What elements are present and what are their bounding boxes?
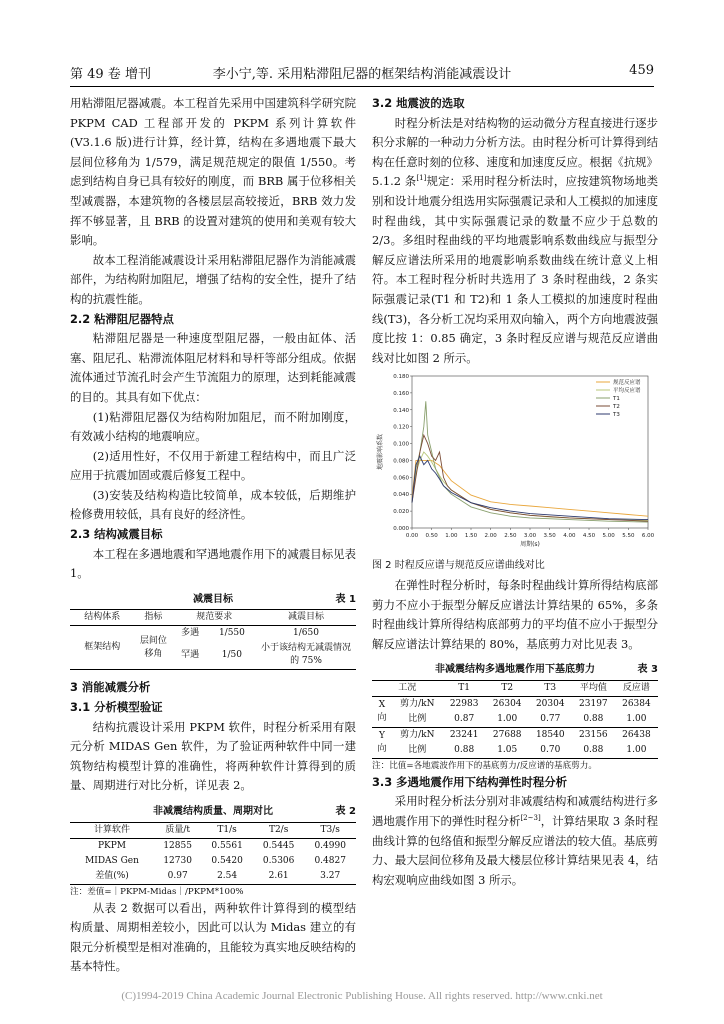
- y-tick-label: 0.060: [393, 475, 409, 482]
- paragraph: [372, 792, 658, 890]
- running-header: [70, 63, 654, 83]
- y-tick-label: 0.160: [393, 391, 409, 398]
- copyright-footer: (C)1994-2019 China Academic Journal Electronic Publishing House. All rights reserved. http://www.cnki.net: [121, 990, 603, 1002]
- series-line-T2: [412, 435, 648, 521]
- table-cell: 1.00: [497, 713, 518, 724]
- x-tick-label: 4.00: [563, 533, 576, 540]
- table-cell: 2.54: [217, 870, 238, 881]
- y-tick-label: 0.100: [393, 441, 409, 448]
- y-tick-label: 0.000: [393, 526, 409, 533]
- table-cell: 18540: [535, 729, 565, 740]
- table-cell: 23197: [579, 698, 608, 709]
- legend-label: T3: [613, 412, 620, 419]
- table-cell: X 向: [377, 699, 387, 723]
- y-axis-label: 地震影响系数: [377, 434, 384, 471]
- table-1-number: 表 1: [335, 593, 356, 605]
- legend-label: T1: [613, 396, 620, 403]
- table-row: [70, 854, 356, 869]
- x-tick-label: 5.00: [602, 533, 615, 540]
- page-number: 459: [629, 63, 654, 78]
- table-header-cell: 平均值: [572, 680, 615, 696]
- x-tick-label: 2.00: [484, 533, 497, 540]
- table-row: [372, 727, 658, 743]
- series-line-规范反应谱: [412, 461, 648, 517]
- paragraph: 本工程在多遇地震和罕遇地震作用下的减震目标见表 1。: [70, 546, 356, 581]
- article-title-header: 李小宁,等. 采用粘滞阻尼器的框架结构消能减震设计: [212, 67, 512, 82]
- table-cell: 1/650: [293, 628, 319, 639]
- section-heading-2-3: 2.3 结构减震目标: [70, 527, 163, 542]
- table-header-cell: T1: [443, 680, 486, 696]
- text-run: ，计算结果取 3 条时程曲线计算的包络值和振型分解反应谱法的较大值。基底剪力、最大层间位移角及最大楼层位移计算结果见表 4，结构宏观响应曲线如图 3 所示。: [372, 814, 658, 887]
- list-item: (3)安装及结构构造比较简单，成本较低，后期维护检修费用较低，具有良好的经济性。: [70, 487, 356, 522]
- table-header-cell: T2: [486, 680, 529, 696]
- y-tick-label: 0.180: [393, 374, 409, 381]
- table-header-cell: 减震目标: [256, 610, 356, 626]
- x-tick-label: 1.00: [445, 533, 458, 540]
- table-row: [372, 696, 658, 712]
- table-cell: 剪力/kN: [400, 698, 435, 709]
- table-cell: 0.5306: [262, 855, 295, 866]
- table-cell: 比例: [408, 713, 427, 724]
- table-3-caption: 非减震结构多遇地震作用下基底剪力: [435, 664, 595, 676]
- left-column: [70, 94, 356, 977]
- table-3-number: 表 3: [637, 664, 658, 676]
- text-run: 时程分析法是对结构物的运动微分方程直接进行逐步积分求解的一种动力分析方法。由时程分析可计算得到结构在任意时刻的位移、速度和加速度反应。根据《抗规》5.1.2 条: [372, 115, 658, 189]
- list-item: (2)适用性好，不仅用于新建工程结构中，而且广泛应用于抗震加固或震后修复工程中。: [70, 448, 356, 483]
- table-cell: 26384: [622, 698, 651, 709]
- table-cell: 1.00: [626, 713, 647, 724]
- table-3-title: [372, 660, 658, 680]
- table-header-cell: 反应谱: [615, 680, 658, 696]
- table-cell: Y 向: [377, 730, 387, 754]
- table-cell: 0.5561: [211, 840, 243, 851]
- x-axis-label: 周期(s): [520, 541, 540, 549]
- section-heading-3-1: 3.1 分析模型验证: [70, 700, 163, 715]
- figure-2-caption: 图 2 时程反应谱与规范反应谱曲线对比: [372, 560, 545, 572]
- table-row: [372, 712, 658, 728]
- x-tick-label: 5.50: [622, 533, 635, 540]
- x-tick-label: 3.00: [523, 533, 537, 540]
- table-2-note: 注：差值=｜PKPM-Midas｜/PKPM*100%: [70, 886, 244, 897]
- legend-label: 规范反应谱: [613, 380, 641, 387]
- table-cell: 1/550: [218, 628, 245, 639]
- table-cell: 小于该结构无减震情况的 75%: [260, 643, 351, 667]
- table-3-note: 注：比值=各地震波作用下的基底剪力/反应谱的基底剪力。: [372, 760, 597, 771]
- y-tick-label: 0.040: [393, 492, 409, 499]
- table-cell: 0.88: [583, 713, 604, 724]
- paragraph: 在弹性时程分析时，每条时程曲线计算所得结构底部剪力不应小于振型分解反应谱法计算结果的 65%，多条时程曲线计算所得结构底部剪力的平均值不应小于振型分解反应谱法计算结果的 80%，基底剪力对比见表 3。: [372, 577, 658, 651]
- table-cell: 23156: [579, 729, 608, 740]
- paragraph: 结构抗震设计采用 PKPM 软件，时程分析采用有限元分析 MIDAS Gen 软件，为了验证两种软件中同一建筑物结构模型计算的准确性，将两种软件计算得到的质量、周期进行对比分析，详见表 2。: [70, 719, 356, 793]
- section-heading-3-2: 3.2 地震波的选取: [372, 96, 465, 110]
- table-header-cell: T2/s: [253, 822, 305, 838]
- table-1-caption: 减震目标: [193, 593, 233, 605]
- table-cell: 0.70: [540, 744, 561, 755]
- text-run: 规定：采用时程分析法时，应按建筑物场地类别和设计地震分组选用实际强震记录和人工模拟的加速度时程曲线，其中实际强震记录的数量不应少于总数的 2/3。多组时程曲线的平均地震影响系数曲线应与振型分解反应谱法所采用的地震影响系数曲线在统计意义上相符。本工程时程分析时共选用了 3 条时程曲线，2 条实际强震记录(T1 和 T2)和 1 条人工模拟的加速度时程曲线(T3)，各分析工况均采用双向输入，两个方向地震波强度比按 1：0.85 确定，3 条时程反应谱与规范反应谱曲线对比如图 2 所示。: [372, 174, 658, 365]
- table-row: [372, 743, 658, 759]
- table-cell: 1/50: [221, 649, 243, 660]
- paragraph: 故本工程消能减震设计采用粘滞阻尼器作为消能减震部件，为结构附加阻尼，增强了结构的安全性，提升了结构的抗震性能。: [70, 252, 356, 306]
- table-cell: 罕遇: [181, 649, 200, 660]
- table-2-title: [70, 802, 356, 822]
- table-2: [70, 822, 356, 885]
- table-cell: 0.77: [540, 713, 561, 724]
- table-row: [70, 626, 356, 642]
- table-cell: 0.5445: [262, 840, 295, 851]
- x-tick-label: 0.00: [405, 533, 419, 540]
- table-cell: 1.00: [626, 744, 647, 755]
- response-spectrum-chart: [372, 368, 658, 556]
- table-cell: 2.61: [268, 870, 289, 881]
- x-tick-label: 1.50: [464, 533, 478, 540]
- y-tick-label: 0.080: [393, 458, 409, 465]
- y-tick-label: 0.120: [393, 424, 409, 431]
- table-cell: 26438: [622, 729, 651, 740]
- x-tick-label: 0.50: [425, 533, 438, 540]
- table-1-title: [70, 590, 356, 610]
- table-cell: 0.97: [167, 870, 188, 881]
- table-2-caption: 非减震结构质量、周期对比: [153, 806, 273, 817]
- table-row: [70, 838, 356, 854]
- legend-label: T2: [613, 404, 620, 411]
- table-cell: 1.05: [497, 744, 518, 755]
- table-header-cell: T1/s: [201, 822, 253, 838]
- table-cell: PKPM: [97, 840, 126, 851]
- table-cell: 12855: [163, 840, 192, 851]
- table-cell: 0.4990: [314, 840, 346, 851]
- series-line-T3: [412, 457, 648, 520]
- table-cell: 27688: [492, 729, 522, 740]
- table-cell: 差值(%): [95, 870, 129, 881]
- table-header-cell: 质量/t: [154, 822, 201, 838]
- table-header-cell: 工况: [372, 680, 443, 696]
- table-2-number: 表 2: [335, 806, 356, 817]
- table-cell: 0.87: [454, 713, 475, 724]
- paragraph: 粘滞阻尼器是一种速度型阻尼器，一般由缸体、活塞、阻尼孔、粘滞流体阻尼材料和导杆等部分组成。依据流体通过节流孔时会产生节流阻力的原理，达到耗能减震的目的。其具有如下优点：: [70, 331, 356, 404]
- citation: [2~3]: [520, 814, 541, 823]
- section-heading-3-3: 3.3 多遇地震作用下结构弹性时程分析: [372, 774, 568, 789]
- table-cell: 12730: [163, 855, 192, 866]
- list-item: (1)粘滞阻尼器仅为结构附加阻尼，而不附加刚度，有效减小结构的地震响应。: [70, 409, 356, 444]
- table-header-cell: 指标: [134, 610, 172, 626]
- table-cell: 22983: [449, 698, 479, 709]
- figure-2: [372, 368, 658, 556]
- table-cell: 框架结构: [84, 642, 121, 653]
- table-cell: 26304: [492, 698, 522, 709]
- table-cell: 0.88: [454, 744, 475, 755]
- table-cell: 多遇: [181, 628, 200, 639]
- section-heading-3: 3 消能减震分析: [70, 680, 151, 695]
- table-cell: 0.4827: [314, 855, 346, 866]
- legend-label: 平均反应谱: [613, 388, 641, 395]
- table-row: [70, 869, 356, 885]
- paragraph: 从表 2 数据可以看出，两种软件计算得到的模型结构质量、周期相差较小，因此可以认为 Midas 建立的有限元分析模型是相对准确的，且能较为真实地反映结构的基本特性。: [70, 900, 356, 974]
- series-line-T1: [412, 402, 648, 523]
- table-cell: 0.5420: [211, 855, 243, 866]
- journal-volume: 第 49 卷 增刊: [70, 67, 151, 82]
- table-cell: 20304: [535, 698, 565, 709]
- y-tick-label: 0.020: [393, 509, 409, 516]
- table-cell: 剪力/kN: [400, 729, 435, 740]
- table-header-cell: T3: [529, 680, 572, 696]
- table-cell: 层间位移角: [139, 635, 167, 659]
- citation: [1]: [416, 174, 427, 183]
- x-tick-label: 4.50: [582, 533, 596, 540]
- x-tick-label: 2.50: [504, 533, 517, 540]
- table-header-cell: 计算软件: [70, 822, 154, 838]
- right-column: [372, 94, 658, 890]
- table-cell: 23241: [449, 729, 479, 740]
- table-1: [70, 609, 356, 670]
- section-heading-2-2: 2.2 粘滞阻尼器特点: [70, 311, 174, 326]
- paragraph: 用粘滞阻尼器减震。本工程首先采用中国建筑科学研究院 PKPM CAD 工程部开发的 PKPM 系列计算软件(V3.1.6 版)进行计算，经计算，结构在多遇地震下最大层间位移角为 1/579，满足规范规定的限值 1/550。考虑到结构自身已具有较好的刚度，而 BRB 属于位移相关型减震器，本建筑物的各楼层层高较接近，BRB 效力发挥不够显著，且 BRB 的设置对建筑的使用和美观有较大影响。: [70, 96, 356, 248]
- paragraph: [372, 114, 658, 369]
- x-tick-label: 3.50: [543, 533, 556, 540]
- header-rule: [70, 86, 654, 87]
- table-header-cell: 结构体系: [70, 610, 134, 626]
- x-tick-label: 6.00: [641, 533, 655, 540]
- table-cell: 0.88: [583, 744, 604, 755]
- table-cell: MIDAS Gen: [85, 855, 139, 866]
- table-cell: 比例: [408, 744, 427, 755]
- y-tick-label: 0.140: [393, 408, 409, 415]
- text-run: 采用时程分析法分别对非减震结构和减震结构进行多遇地震作用下的弹性时程分析: [372, 794, 658, 829]
- table-cell: 3.27: [320, 870, 341, 881]
- table-header-cell: T3/s: [304, 822, 356, 838]
- table-header-cell: 规范要求: [172, 610, 256, 626]
- table-3: [372, 680, 658, 759]
